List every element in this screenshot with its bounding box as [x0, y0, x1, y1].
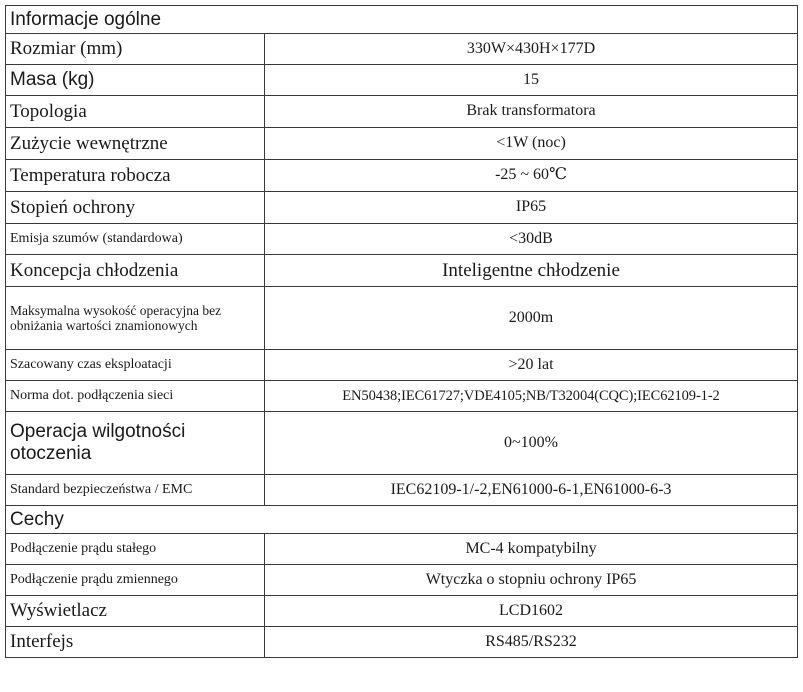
row-value: 0~100%: [265, 412, 798, 475]
spec-table: [5, 5, 798, 658]
table-row: [6, 412, 798, 475]
row-label: Standard bezpieczeństwa / EMC: [6, 475, 265, 506]
row-value: 15: [265, 65, 798, 96]
table-row: [6, 565, 798, 596]
row-value: 330W×430H×177D: [265, 34, 798, 65]
row-value: IEC62109-1/-2,EN61000-6-1,EN61000-6-3: [265, 475, 798, 506]
row-label: Operacja wilgotności otoczenia: [6, 412, 265, 475]
table-row: [6, 65, 798, 96]
row-label: Podłączenie prądu stałego: [6, 534, 265, 565]
row-label: Masa (kg): [6, 65, 265, 96]
row-label: Emisja szumów (standardowa): [6, 224, 265, 255]
row-value: LCD1602: [265, 596, 798, 627]
row-label: Podłączenie prądu zmiennego: [6, 565, 265, 596]
row-label: Maksymalna wysokość operacyjna bez obniżania wartości znamionowych: [6, 287, 265, 350]
row-label: Temperatura robocza: [6, 160, 265, 192]
table-row: [6, 596, 798, 627]
row-label: Rozmiar (mm): [6, 34, 265, 65]
row-label: Norma dot. podłączenia sieci: [6, 381, 265, 412]
row-label: Wyświetlacz: [6, 596, 265, 627]
section-title: Informacje ogólne: [6, 6, 798, 34]
row-label: Koncepcja chłodzenia: [6, 255, 265, 287]
table-row: [6, 34, 798, 65]
section-title: Cechy: [6, 506, 798, 534]
row-value: MC-4 kompatybilny: [265, 534, 798, 565]
row-value: -25 ~ 60℃: [265, 160, 798, 192]
table-row: [6, 381, 798, 412]
table-row: [6, 475, 798, 506]
row-value: RS485/RS232: [265, 627, 798, 658]
row-label: Topologia: [6, 96, 265, 128]
row-value: Wtyczka o stopniu ochrony IP65: [265, 565, 798, 596]
row-value: Brak transformatora: [265, 96, 798, 128]
row-label: Zużycie wewnętrzne: [6, 128, 265, 160]
table-row: [6, 224, 798, 255]
table-row: [6, 627, 798, 658]
row-value: >20 lat: [265, 350, 798, 381]
table-row: [6, 287, 798, 350]
row-value: IP65: [265, 192, 798, 224]
section-header-features: [6, 506, 798, 534]
row-label: Stopień ochrony: [6, 192, 265, 224]
table-row: [6, 128, 798, 160]
row-value: EN50438;IEC61727;VDE4105;NB/T32004(CQC);IEC62109-1-2: [265, 381, 798, 412]
table-row: [6, 192, 798, 224]
table-row: [6, 534, 798, 565]
table-row: [6, 255, 798, 287]
table-row: [6, 96, 798, 128]
row-value: Inteligentne chłodzenie: [265, 255, 798, 287]
table-row: [6, 160, 798, 192]
section-header-general: [6, 6, 798, 34]
row-label: Interfejs: [6, 627, 265, 658]
row-label: Szacowany czas eksploatacji: [6, 350, 265, 381]
table-row: [6, 350, 798, 381]
row-value: <30dB: [265, 224, 798, 255]
row-value: <1W (noc): [265, 128, 798, 160]
row-value: 2000m: [265, 287, 798, 350]
